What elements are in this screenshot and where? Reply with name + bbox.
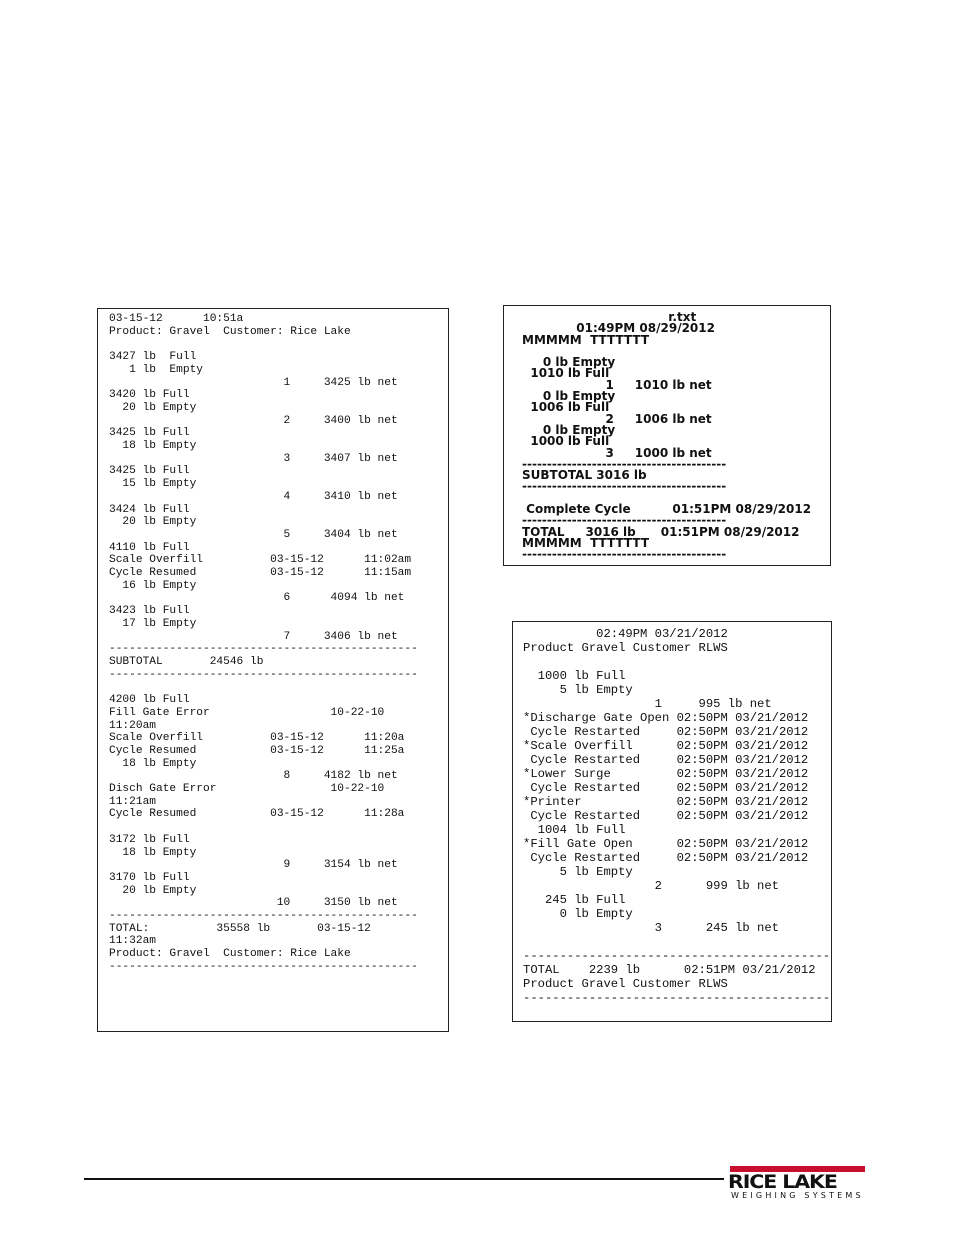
ticket-c-text: 02:49PM 03/21/2012 Product Gravel Customer RLWS 1000 lb Full 5 lb Empty 1 995 lb net *Discharge Gate Open 02:50PM 03/21/2012 Cycle Restarted 02:50PM 03/21/2012 *Scale Overfill 02:50PM 03/21/2012 Cycle Restarted 02:50PM 03/21/2012 *Lower Surge 02:50PM 03/21/2012 Cycle Restarted 02:50PM 03/21/2012 *Printer 02:50PM 03/21/2012 Cycle Restarted 02:50PM 03/21/2012 1004 lb Full *Fill Gate Open 02:50PM 03/21/2012 Cycle Restarted 02:50PM 03/21/2012 5 lb Empty 2 999 lb net 245 lb Full 0 lb Empty 3 245 lb net ------------------------------------------ TOTAL 2239 lb 02:51PM 03/21/2012 Product Gravel Customer RLWS ------------------------------------------ — [523, 627, 831, 1005]
logo-brand-text: RICE LAKE — [728, 1171, 837, 1193]
ticket-rtxt-cycle — [503, 305, 831, 566]
logo-tagline: WEIGHING SYSTEMS — [731, 1191, 864, 1200]
ticket-a-text: 03-15-12 10:51a Product: Gravel Customer: Rice Lake 3427 lb Full 1 lb Empty 1 3425 lb net 3420 lb Full 20 lb Empty 2 3400 lb net 3425 lb Full 18 lb Empty 3 3407 lb net 3425 lb Full 15 lb Empty 4 3410 lb net 3424 lb Full 20 lb Empty 5 3404 lb net 4110 lb Full Scale Overfill 03-15-12 11:02am Cycle Resumed 03-15-12 11:15am 16 lb Empty 6 4094 lb net 3423 lb Full 17 lb Empty 7 3406 lb net ---------------------------------------------- SUBTOTAL 24546 lb ---------------------------------------------- 4200 lb Full Fill Gate Error 10-22-10 11:20am Scale Overfill 03-15-12 11:20a Cycle Resumed 03-15-12 11:25a 18 lb Empty 8 4182 lb net Disch Gate Error 10-22-10 11:21am Cycle Resumed 03-15-12 11:28a 3172 lb Full 18 lb Empty 9 3154 lb net 3170 lb Full 20 lb Empty 10 3150 lb net ---------------------------------------------- TOTAL: 35558 lb 03-15-12 11:32am Product: Gravel Customer: Rice Lake ---------------------------------------------- — [109, 313, 418, 973]
ticket-rice-lake-gravel — [97, 308, 449, 1032]
ticket-b-text: r.txt 01:49PM 08/29/2012 MMMMM TTTTTTT 0 lb Empty 1010 lb Full 1 1010 lb net 0 lb Empty 1006 lb Full 2 1006 lb net 0 lb Empty 1000 lb Full 3 1000 lb net ----------------------------------------- SUBTOTAL 3016 lb ----------------------------------------- Complete Cycle 01:51PM 08/29/2012 ----------------------------------------- TOTAL 3016 lb 01:51PM 08/29/2012 MMMMM TTTTTTT ----------------------------------------- — [522, 310, 812, 562]
rice-lake-logo — [728, 1166, 868, 1200]
footer-rule — [84, 1178, 724, 1180]
ticket-rlws-gravel — [512, 621, 832, 1022]
